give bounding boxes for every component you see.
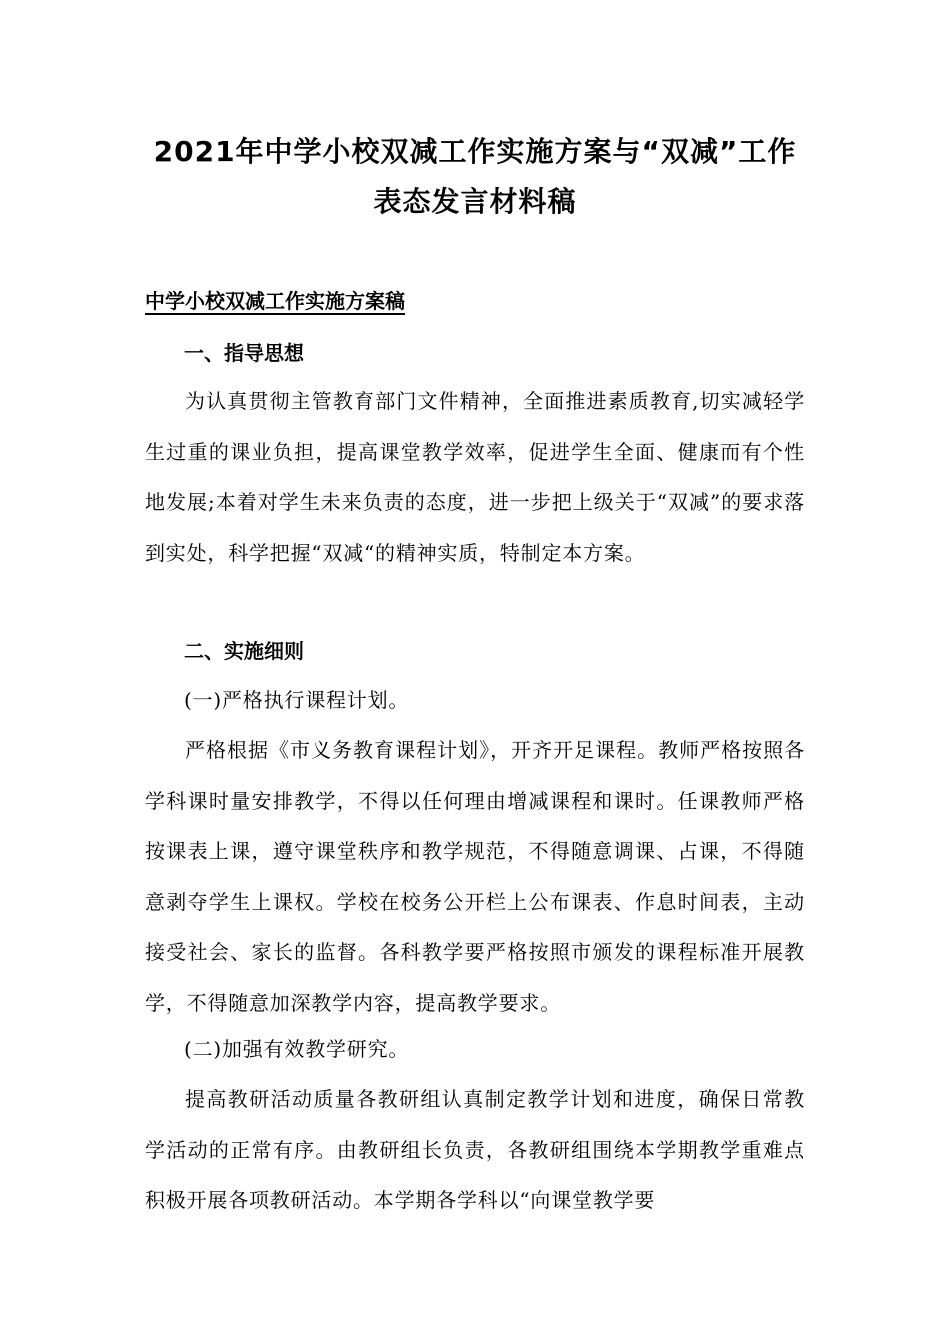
section-heading-guiding-ideology: 一、指导思想 <box>184 341 304 365</box>
item-title-teaching-research: (二)加强有效教学研究。 <box>184 1037 410 1061</box>
section-heading-implementation-rules: 二、实施细则 <box>184 639 304 663</box>
item-paragraph-curriculum-plan: 严格根据《市义务教育课程计划》，开齐开足课程。教师严格按照各学科课时量安排教学，不得以任何理由增减课程和课时。任课教师严格按课表上课，遵守课堂秩序和教学规范，不得随意调课、占课，不得随意剥夺学生上课权。学校在校务公开栏上公布课表、作息时间表，主动接受社会、家长的监督。各科教学要严格按照市颁发的课程标准开展教学，不得随意加深教学内容，提高教学要求。 <box>145 738 805 1015</box>
section-paragraph-guiding-ideology: 为认真贯彻主管教育部门文件精神，全面推进素质教育,切实减轻学生过重的课业负担，提高课堂教学效率，促进学生全面、健康而有个性地发展;本着对学生未来负责的态度，进一步把上级关于“双减”的要求落到实处，科学把握“双减“的精神实质，特制定本方案。 <box>145 389 805 565</box>
item-paragraph-teaching-research: 提高教研活动质量各教研组认真制定教学计划和进度，确保日常教学活动的正常有序。由教研组长负责，各教研组围绕本学期教学重难点积极开展各项教研活动。本学期各学科以“向课堂教学要 <box>145 1087 805 1212</box>
document-title-line-1: 2021年中学小校双减工作实施方案与“双减”工作 <box>153 135 797 168</box>
item-title-curriculum-plan: (一)严格执行课程计划。 <box>184 688 410 712</box>
document-subtitle: 中学小校双减工作实施方案稿 <box>145 289 405 313</box>
document-title-line-2: 表态发言材料稿 <box>373 185 577 218</box>
